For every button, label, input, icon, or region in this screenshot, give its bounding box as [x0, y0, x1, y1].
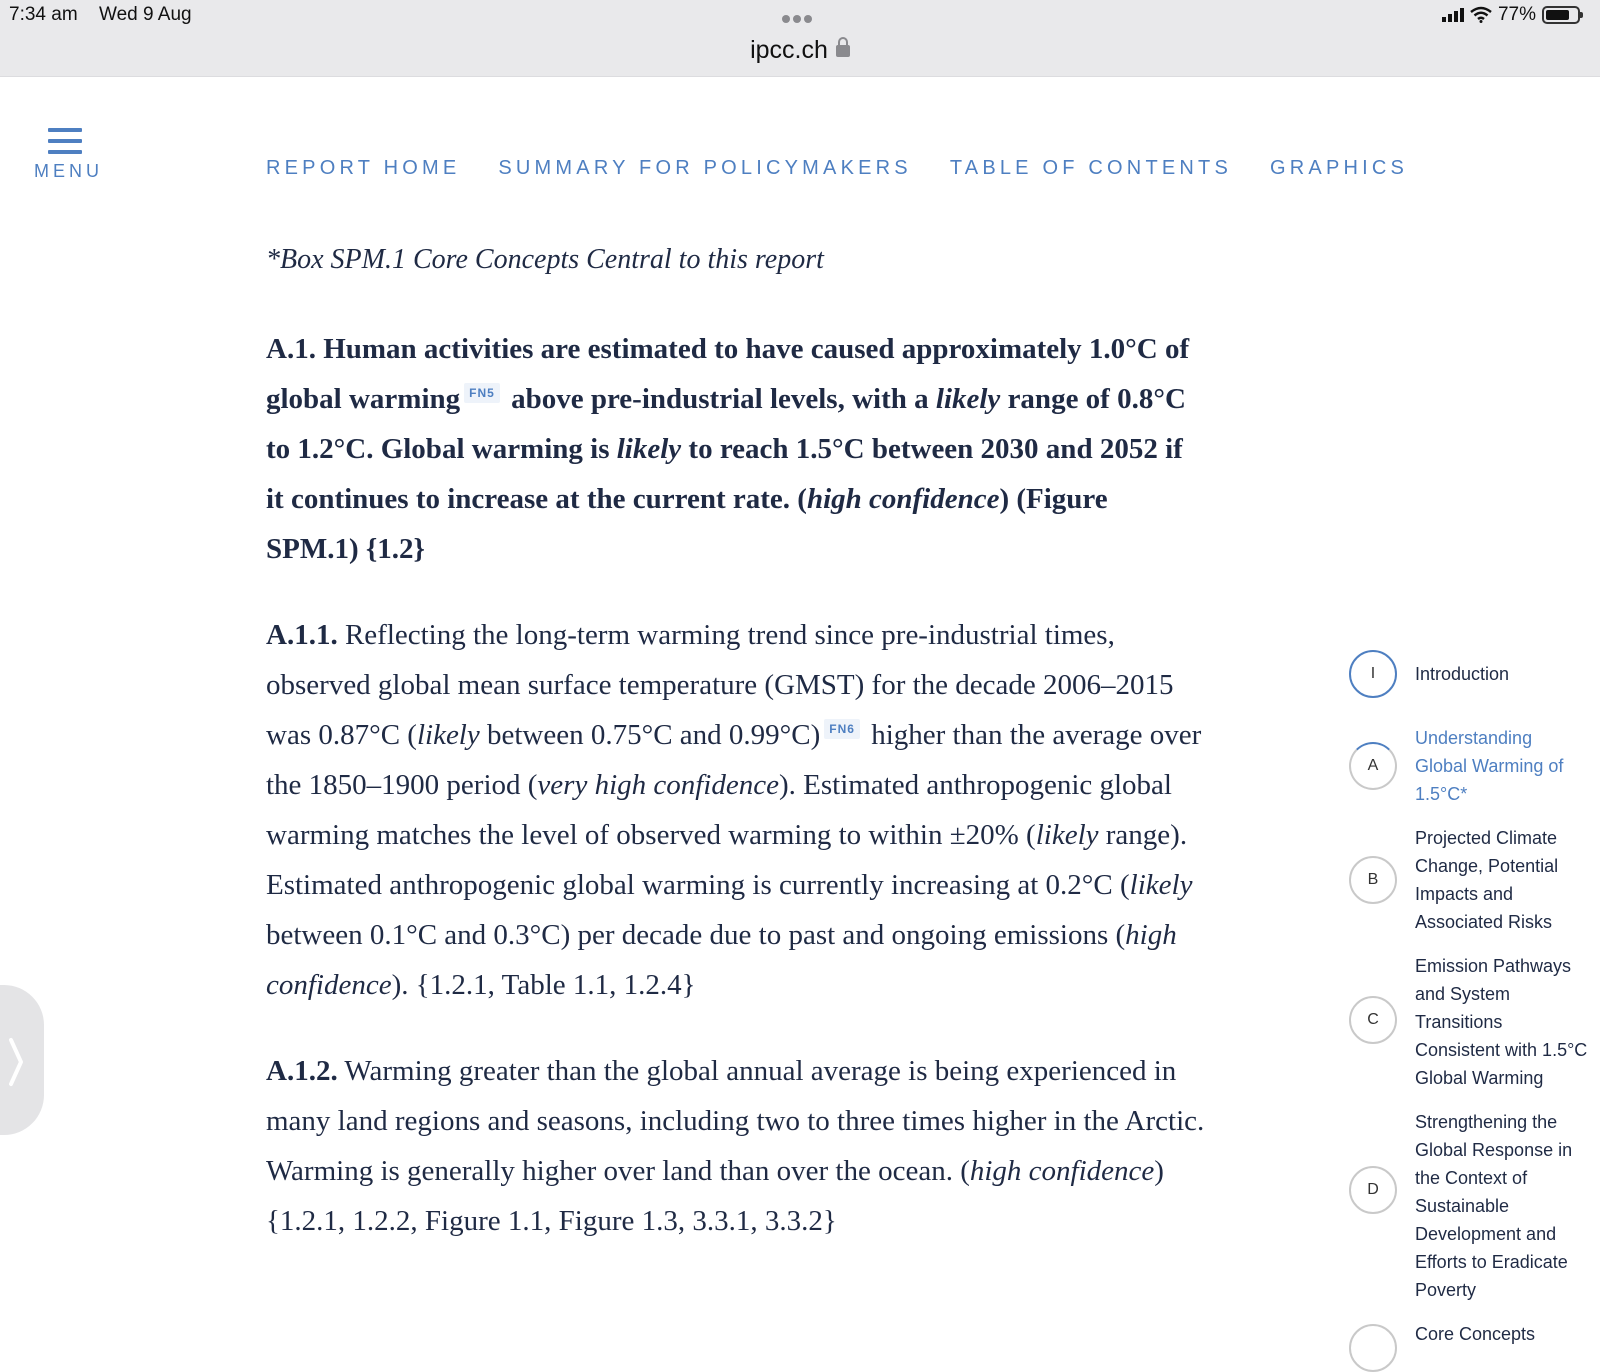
lock-icon — [836, 45, 850, 57]
footnote-fn6[interactable]: FN6 — [824, 719, 860, 739]
chapter-circle-d: D — [1349, 1166, 1397, 1214]
battery-percent: 77% — [1497, 4, 1536, 25]
chapter-b[interactable] — [1349, 824, 1589, 936]
footnote-fn5[interactable]: FN5 — [464, 383, 500, 403]
statement-label: A.1.2. — [266, 1055, 338, 1087]
status-date: Wed 9 Aug — [99, 4, 192, 25]
nav-graphics[interactable]: GRAPHICS — [1270, 157, 1409, 179]
statement-a12: A.1.2. Warming greater than the global annual average is being experienced in many land regions and seasons, including two to three times higher in the Arctic. Warming is generally higher over land than over the ocean. (high confidence) {1.2.1, 1.2.2, Figure 1.1, Figure 1.3, 3.3.1, 3.3.2} — [266, 1055, 1205, 1237]
nav-table-of-contents[interactable]: TABLE OF CONTENTS — [949, 157, 1233, 179]
chapter-label: Emission Pathways and System Transitions Consistent with 1.5°C Global Warming — [1415, 956, 1588, 1088]
browser-top-bar — [0, 0, 1600, 77]
nav-report-home[interactable]: REPORT HOME — [266, 157, 461, 179]
status-indicators — [1442, 4, 1580, 26]
battery-icon — [1542, 6, 1580, 24]
side-panel-handle[interactable] — [0, 985, 44, 1135]
menu-label: MENU — [34, 161, 103, 181]
hamburger-icon — [48, 128, 82, 154]
chapter-circle-core — [1349, 1324, 1397, 1372]
chapter-nav — [1349, 660, 1589, 1364]
statement-a11: A.1.1. Reflecting the long-term warming trend since pre-industrial times, observed global mean surface temperature (GMST) for the decade 2006–2015 was 0.87°C (likely between 0.75°C and 0.99°C) FN6 higher than the average over the 1850–1900 period (very high confidence). Estimated anthropogenic global warming matches the level of observed warming to within ±20% (likely range). Estimated anthropogenic global warming is currently increasing at 0.2°C (likely between 0.1°C and 0.3°C) per decade due to past and ongoing emissions (high confidence). {1.2.1, Table 1.1, 1.2.4} — [266, 619, 1202, 1001]
chapter-label: Strengthening the Global Response in the Context of Sustainable Development and Efforts to Eradicate Poverty — [1415, 1112, 1573, 1300]
status-time: 7:34 am — [9, 4, 78, 25]
chapter-circle-b: B — [1349, 856, 1397, 904]
signal-icon — [1442, 8, 1464, 22]
wifi-icon — [1470, 7, 1492, 23]
statement-label: A.1.1. — [266, 619, 338, 651]
box-spm1-link[interactable]: *Box SPM.1 Core Concepts Central to this report — [266, 244, 824, 275]
chapter-introduction[interactable] — [1349, 660, 1589, 708]
chapter-a[interactable] — [1349, 724, 1589, 808]
chapter-d[interactable] — [1349, 1108, 1589, 1304]
chapter-c[interactable] — [1349, 952, 1589, 1092]
multitasking-dots-icon[interactable] — [782, 10, 822, 20]
chapter-core-concepts[interactable] — [1349, 1320, 1589, 1348]
nav-summary-for-policymakers[interactable]: SUMMARY FOR POLICYMAKERS — [498, 157, 912, 179]
address-bar[interactable] — [0, 36, 1600, 65]
main-content — [266, 244, 1206, 1282]
top-nav — [266, 157, 1408, 180]
url-text: ipcc.ch — [750, 36, 828, 64]
statement-a1: A.1. Human activities are estimated to have caused approximately 1.0°C of global warming FN5 above pre-industrial levels, with a likely range of 0.8°C to 1.2°C. Global warming is likely to reach 1.5°C between 2030 and 2052 if it continues to increase at the current rate. (high confidence) (Figure SPM.1) {1.2} — [266, 333, 1190, 565]
chevron-right-icon — [8, 1037, 24, 1087]
chapter-label: Understanding Global Warming of 1.5°C* — [1415, 728, 1564, 804]
chapter-label: Core Concepts — [1415, 1324, 1536, 1344]
menu-button[interactable] — [34, 128, 103, 198]
chapter-circle-i: I — [1349, 650, 1397, 698]
chapter-circle-c: C — [1349, 996, 1397, 1044]
chapter-circle-a: A — [1349, 742, 1397, 790]
chapter-label: Projected Climate Change, Potential Impacts and Associated Risks — [1415, 828, 1559, 932]
chapter-label: Introduction — [1415, 664, 1510, 684]
